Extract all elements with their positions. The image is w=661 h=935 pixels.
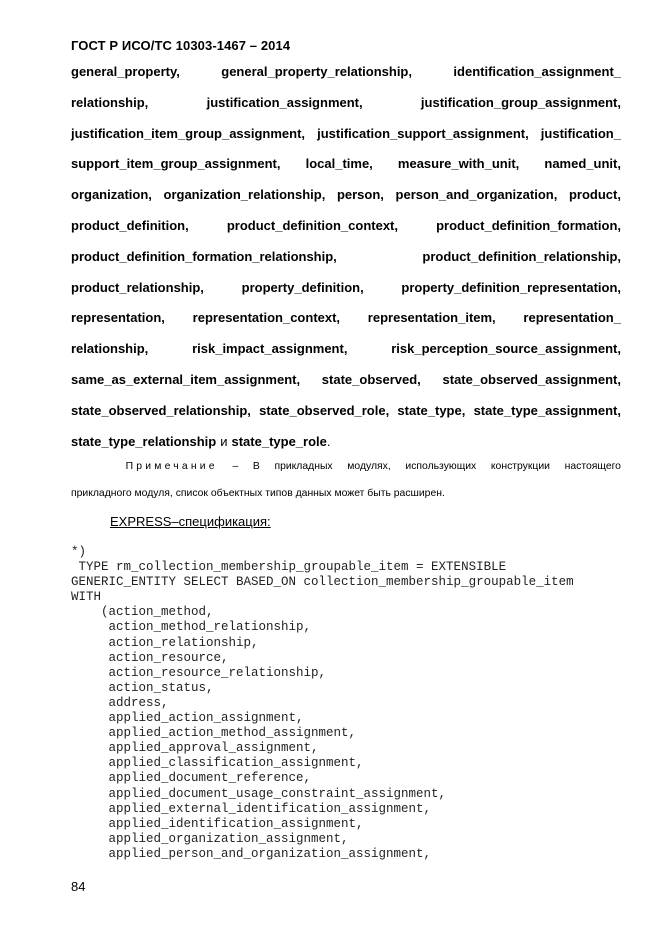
code-line: action_method_relationship, xyxy=(71,620,312,635)
entity-line xyxy=(71,307,621,338)
entity-item: representation_item, xyxy=(367,310,496,326)
entity-item: person_and_organization, xyxy=(395,187,558,203)
entity-line xyxy=(71,277,621,308)
entity-item: named_unit, xyxy=(544,156,621,172)
entity-line xyxy=(71,338,621,369)
code-line: applied_document_reference, xyxy=(71,771,312,786)
entity-item: product_definition_relationship, xyxy=(422,248,621,264)
entity-type-list xyxy=(71,61,621,461)
entity-line xyxy=(71,184,621,215)
code-line: action_status, xyxy=(71,680,214,695)
note-word: В xyxy=(252,461,260,472)
entity-item: measure_with_unit, xyxy=(397,156,520,172)
entity-item: state_type, xyxy=(397,402,466,418)
note-word: модулях, xyxy=(347,461,391,472)
code-line: WITH xyxy=(71,590,102,605)
entity-item: justification_assignment, xyxy=(206,94,363,110)
note-word: конструкции xyxy=(490,461,550,472)
entity-item: general_property_relationship, xyxy=(221,64,412,79)
entity-item: product_definition_context, xyxy=(226,217,398,233)
entity-item: representation, xyxy=(71,310,165,326)
entity-item: support_item_group_assignment, xyxy=(71,156,281,172)
entity-item: product, xyxy=(568,187,621,203)
period: . xyxy=(326,433,331,449)
note-line-2: прикладного модуля, список объектных типов данных может быть расширен. xyxy=(71,488,445,499)
entity-item: representation_ xyxy=(523,310,621,326)
code-line: (action_method, xyxy=(71,605,214,620)
note-dash: – xyxy=(232,461,239,472)
code-line: TYPE rm_collection_membership_groupable_item = EXTENSIBLE xyxy=(71,560,507,575)
code-line: applied_identification_assignment, xyxy=(71,816,364,831)
entity-item: property_definition, xyxy=(241,279,364,295)
code-line: GENERIC_ENTITY SELECT BASED_ON collection_membership_groupable_item xyxy=(71,575,574,590)
entity-line xyxy=(71,369,621,400)
code-line: applied_action_assignment, xyxy=(71,711,304,726)
entity-item: organization, xyxy=(71,187,152,203)
entity-item: representation_context, xyxy=(192,310,341,326)
note-indent xyxy=(71,461,111,472)
entity-item: state_observed_assignment, xyxy=(442,371,621,387)
entity-item: same_as_external_item_assignment, xyxy=(71,371,301,387)
entity-item: justification_ xyxy=(540,125,621,141)
entity-item: relationship, xyxy=(71,341,149,357)
note-word: прикладных xyxy=(274,461,333,472)
entity-item: state_observed_relationship, xyxy=(71,402,251,418)
code-line: applied_approval_assignment, xyxy=(71,741,319,756)
document-header: ГОСТ Р ИСО/ТС 10303-1467 – 2014 xyxy=(71,38,291,53)
entity-item: product_relationship, xyxy=(71,279,204,295)
entity-item: risk_impact_assignment, xyxy=(192,341,348,357)
entity-line-last xyxy=(71,431,621,462)
code-line: applied_action_method_assignment, xyxy=(71,726,357,741)
entity-item: general_property, xyxy=(71,64,180,79)
code-line: address, xyxy=(71,695,169,710)
note-line-1 xyxy=(71,461,621,472)
entity-item: property_definition_representation, xyxy=(401,279,621,295)
entity-item: product_definition, xyxy=(71,217,189,233)
code-line: applied_classification_assignment, xyxy=(71,756,364,771)
entity-line xyxy=(71,153,621,184)
express-spec-title: EXPRESS–спецификация: xyxy=(110,514,271,529)
code-line: action_relationship, xyxy=(71,635,259,650)
page-number: 84 xyxy=(71,879,86,894)
code-line: action_resource, xyxy=(71,650,229,665)
entity-item: risk_perception_source_assignment, xyxy=(391,341,621,357)
note-word: настоящего xyxy=(564,461,621,472)
entity-line xyxy=(71,215,621,246)
entity-item: organization_relationship, xyxy=(163,187,326,203)
entity-item: person, xyxy=(336,187,384,203)
entity-item: local_time, xyxy=(305,156,373,172)
entity-item: justification_group_assignment, xyxy=(420,94,621,110)
code-line: *) xyxy=(71,545,87,559)
entity-item: state_type_assignment, xyxy=(473,402,621,418)
entity-item: identification_assignment_ xyxy=(453,64,621,79)
entity-item: state_observed, xyxy=(321,371,421,387)
code-line: applied_person_and_organization_assignment, xyxy=(71,846,432,861)
code-line: applied_document_usage_constraint_assignment, xyxy=(71,786,447,801)
entity-line xyxy=(71,400,621,431)
entity-item: state_type_role xyxy=(231,433,327,449)
entity-item: justification_item_group_assignment, xyxy=(71,125,306,141)
entity-line xyxy=(71,61,621,92)
entity-item: state_observed_role, xyxy=(259,402,390,418)
entity-item: product_definition_formation_relationship, xyxy=(71,248,337,264)
entity-item: justification_support_assignment, xyxy=(317,125,529,141)
entity-line xyxy=(71,92,621,123)
entity-item: product_definition_formation, xyxy=(436,217,621,233)
entity-line xyxy=(71,246,621,277)
conjunction: и xyxy=(220,433,228,449)
entity-item: relationship, xyxy=(71,94,149,110)
code-line: action_resource_relationship, xyxy=(71,665,327,680)
code-line: applied_organization_assignment, xyxy=(71,831,349,846)
note-label: Примечание xyxy=(125,461,218,472)
entity-item: state_type_relationship xyxy=(71,433,217,449)
entity-line xyxy=(71,123,621,154)
express-code-block xyxy=(71,545,574,862)
code-line: applied_external_identification_assignment, xyxy=(71,801,432,816)
note-word: использующих xyxy=(405,461,477,472)
